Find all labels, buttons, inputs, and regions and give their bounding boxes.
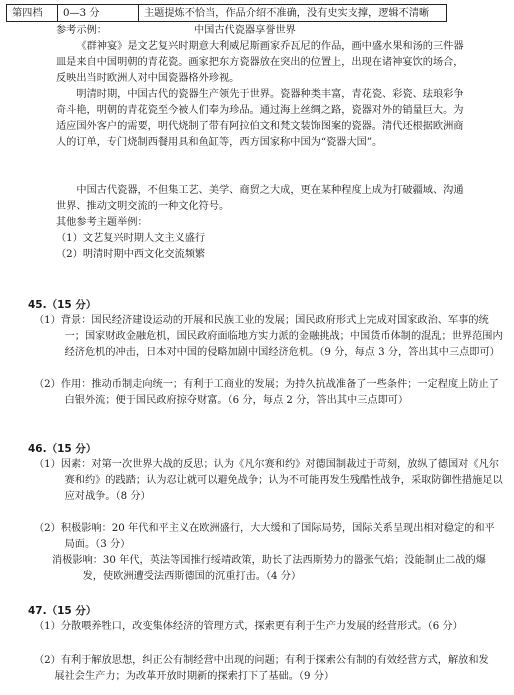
example-title: 中国古代瓷器享誉世界 xyxy=(194,25,296,36)
scoring-tier-table xyxy=(6,4,447,22)
tier-description: 主题提炼不恰当，作品介绍不准确，没有史实支撑，逻辑不清晰 xyxy=(139,5,447,22)
tier-row xyxy=(7,5,447,22)
q47-answer-1: （1）分散喂养牲口，改变集体经济的管理方式，探索更有利于生产力发展的经营形式。（6 分） xyxy=(34,621,463,632)
example-paragraph-1: 《群神宴》是文艺复兴时期意大利威尼斯画家乔瓦尼的作品，画中盛水果和汤的三件器皿是来自中国明朝的青花瓷。画家把东方瓷器放在突出的位置上，出现在诸神宴饮的场合，反映出当时欧洲人对中国瓷器格外珍视。 xyxy=(56,41,464,84)
tier-score: 0—3 分 xyxy=(58,5,139,22)
q46-answer-3: 消极影响：30 年代，英法等国推行绥靖政策，助长了法西斯势力的嚣张气焰；没能制止二战的爆发，使欧洲遭受法西斯德国的沉重打击。（4 分） xyxy=(52,555,486,582)
other-themes-label: 其他参考主题举例： xyxy=(56,217,148,228)
other-theme-2: （2）明清时期中西文化交流频繁 xyxy=(56,249,206,260)
example-paragraph-3: 中国古代瓷器，不但集工艺、美学、商贸之大成，更在某种程度上成为打破疆域、沟通世界、推动文明交流的一种文化符号。 xyxy=(56,185,464,212)
q46-heading: 46.（15 分） xyxy=(28,443,97,455)
q45-answer-1: （1）背景：国民经济建设运动的开展和民族工业的发展；国民政府形式上完成对国家政治、军事的统一；国家财政金融危机，国民政府面临地方实力派的金融挑战；中国货币体制的混乱；世界范围内经济危机的冲击，日本对中国的侵略加剧中国经济危机。（9 分，每点 3 分，答出其中三点即可） xyxy=(34,315,503,358)
q46-answer-2: （2）积极影响：20 年代和平主义在欧洲盛行，大大缓和了国际局势，国际关系呈现出相对稳定的和平局面。（3 分） xyxy=(34,523,495,550)
q45-answer-2: （2）作用：推动币制走向统一；有利于工商业的发展；为持久抗战准备了一些条件；一定程度上防止了白银外流；便于国民政府掠夺财富。（6 分，每点 2 分，答出其中三点即可） xyxy=(34,379,499,406)
example-label: 参考示例： xyxy=(56,25,107,36)
q46-answer-1: （1）因素：对第一次世界大战的反思；认为《凡尔赛和约》对德国制裁过于苛刻，放纵了德国对《凡尔赛和约》的践踏；认为忍让就可以避免战争；认为不可能再发生残酷性战争，采取防御性措施足以应对战争。（8 分） xyxy=(34,459,503,502)
q45-heading: 45.（15 分） xyxy=(28,299,97,311)
tier-level: 第四档 xyxy=(7,5,58,22)
example-paragraph-2: 明清时期，中国古代的瓷器生产领先于世界。瓷器种类丰富，青花瓷、彩瓷、珐琅彩争奇斗艳，明朝的青花瓷至今被人们奉为珍品。通过海上丝绸之路，瓷器对外的销量巨大。为适应国外客户的需要，明代烧制了带有阿拉伯文和梵文装饰图案的瓷器。清代还根据欧洲商人的订单，专门烧制西餐用具和鱼缸等，西方国家称中国为“瓷器大国”。 xyxy=(56,89,464,148)
q47-heading: 47.（15 分） xyxy=(28,605,97,617)
q47-answer-2: （2）有利于解放思想，纠正公有制经营中出现的问题；有利于探索公有制的有效经营方式，解放和发展社会生产力；为改革开放时期新的探索打下了基础。（9 分） xyxy=(34,655,489,682)
other-theme-1: （1）文艺复兴时期人文主义盛行 xyxy=(56,233,206,244)
